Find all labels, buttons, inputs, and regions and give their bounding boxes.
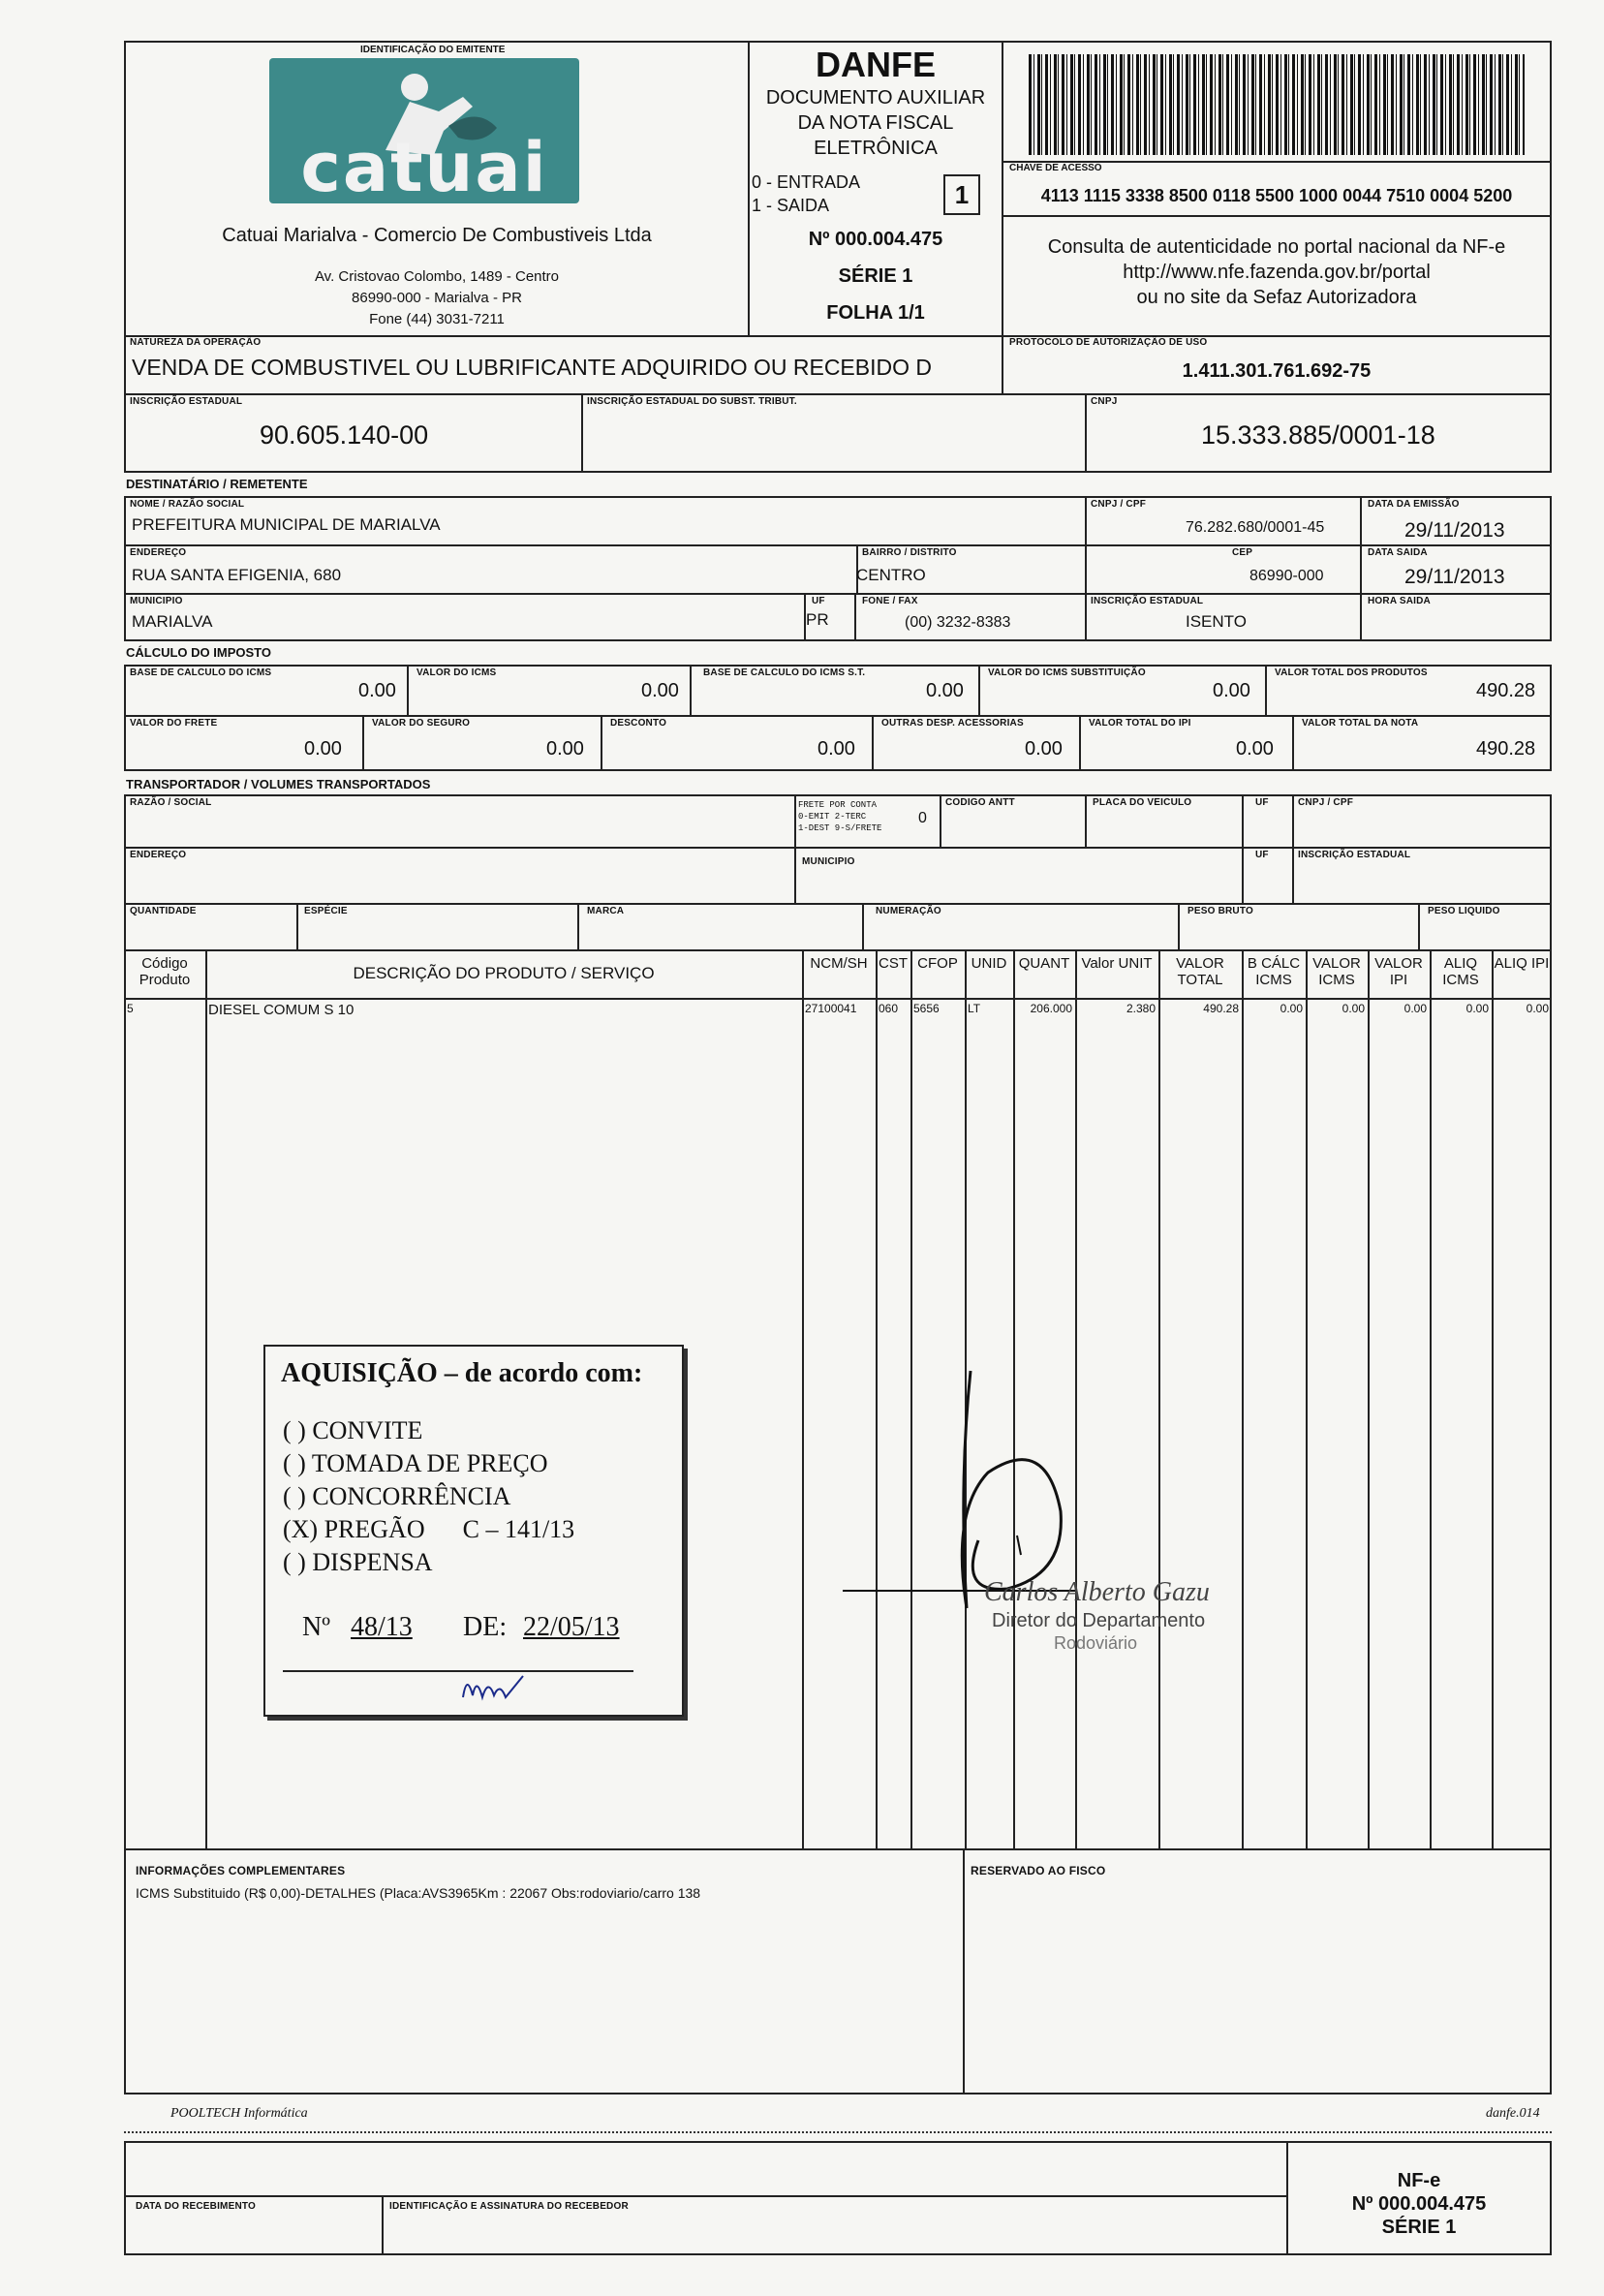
fisco-label: RESERVADO AO FISCO [971,1864,1106,1877]
stamp-item-tomada: ( ) TOMADA DE PREÇO [283,1449,548,1477]
dest-emissao-label: DATA DA EMISSÃO [1368,499,1460,510]
v-st-label: VALOR DO ICMS SUBSTITUIÇÃO [988,667,1146,678]
stamp-item-pregao: (X) PREGÃO C – 141/13 [283,1515,575,1543]
prod-cell-ncm: 27100041 [805,1002,857,1015]
stamp-item-convite: ( ) CONVITE [283,1416,423,1444]
nf-serie: SÉRIE 1 [838,265,913,287]
tr-bruto-label: PESO BRUTO [1188,906,1253,916]
danfe-version: danfe.014 [1486,2106,1540,2121]
prod-header-unid: UNID [971,955,1007,972]
tr-v10 [1418,903,1420,951]
prod-header-quant: QUANT [1018,955,1070,972]
prod-header-valor-total: VALOR TOTAL [1176,955,1224,988]
company-address2: 86990-000 - Marialva - PR [352,290,522,306]
dest-h1 [124,544,1552,546]
prod-cell-aliq-ipi: 0.00 [1526,1002,1549,1015]
prod-col-divider [802,949,804,1850]
prod-cell-aliq-icms: 0.00 [1465,1002,1489,1015]
prod-cell-quant: 206.000 [1030,1002,1072,1015]
frete-label: VALOR DO FRETE [130,718,218,729]
dest-bairro-value: CENTRO [856,566,926,584]
v-icms-label: VALOR DO ICMS [416,667,497,678]
chave-value: 4113 1115 3338 8500 0118 5500 1000 0044 7510 0004 5200 [1040,186,1513,205]
bc-icms-label: BASE DE CALCULO DO ICMS [130,667,272,678]
tr-frete-l3: 1-DEST 9-S/FRETE [798,823,882,833]
v-prod-label: VALOR TOTAL DOS PRODUTOS [1275,667,1428,678]
imp-v2 [690,665,692,715]
tipo-box: 1 [943,174,980,215]
frete-value: 0.00 [304,738,342,760]
bc-st-label: BASE DE CALCULO DO ICMS S.T. [703,667,866,678]
consulta-line1: Consulta de autenticidade no portal nacional da NF-e [1047,236,1506,258]
prod-header-ncm: NCM/SH [810,955,868,972]
stamp-title: AQUISIÇÃO – de acordo com: [281,1358,643,1388]
prod-col-divider [1242,949,1244,1850]
prod-header-aliq-icms: ALIQ ICMS [1442,955,1479,988]
stamp-initials [455,1668,562,1707]
ipi-value: 0.00 [1236,738,1274,760]
cnpj-value: 15.333.885/0001-18 [1201,420,1435,450]
cnpj-label: CNPJ [1091,396,1118,407]
dest-endereco-label: ENDEREÇO [130,547,187,558]
tr-liquido-label: PESO LIQUIDO [1428,906,1500,916]
dest-nome-value: PREFEITURA MUNICIPAL DE MARIALVA [132,515,441,534]
chave-label: CHAVE DE ACESSO [1009,163,1102,173]
canhoto-v2 [382,2195,384,2255]
tr-v3 [1085,794,1087,847]
prod-cell-cst: 060 [879,1002,899,1015]
tr-antt-label: CODIGO ANTT [945,797,1015,808]
bc-icms-value: 0.00 [358,680,396,701]
v-st-value: 0.00 [1213,680,1250,701]
protocolo-value: 1.411.301.761.692-75 [1182,360,1372,382]
entrada-label: 0 - ENTRADA [752,172,861,192]
tr-cnpj-label: CNPJ / CPF [1298,797,1354,808]
consulta-line2: http://www.nfe.fazenda.gov.br/portal [1123,262,1431,283]
dest-hora-label: HORA SAIDA [1368,596,1431,606]
prod-header-cst: CST [879,955,908,972]
nota-value: 490.28 [1476,738,1536,760]
imp-v9 [1292,715,1294,771]
prod-col-divider [1306,949,1308,1850]
tr-v1 [794,794,796,903]
tr-ie-label: INSCRIÇÃO ESTADUAL [1298,850,1411,860]
company-logo [269,58,579,207]
prod-header-valor-icms: VALOR ICMS [1312,955,1361,988]
tr-uf2-label: UF [1255,850,1269,860]
dest-uf-value: PR [806,610,829,629]
consulta-line3: ou no site da Sefaz Autorizadora [1136,287,1417,308]
prod-col-divider [205,949,207,1850]
stamp-numero-prefix: Nº [302,1612,330,1642]
prod-col-divider [1430,949,1432,1850]
pooltech-label: POOLTECH Informática [170,2106,308,2121]
imp-v3 [978,665,980,715]
tr-v2 [940,794,941,847]
company-phone: Fone (44) 3031-7211 [369,311,505,327]
natureza-value: VENDA DE COMBUSTIVEL OU LUBRIFICANTE ADQUIRIDO OU RECEBIDO D [132,355,933,380]
canhoto-number: Nº 000.004.475 [1351,2193,1487,2215]
logo-text: catuai [300,128,548,207]
imposto-section: CÁLCULO DO IMPOSTO [126,645,271,660]
danfe-sub3: ELETRÔNICA [814,138,938,159]
tr-h1 [124,847,1552,849]
imp-v1 [407,665,409,715]
seguro-value: 0.00 [546,738,584,760]
dest-ie-value: ISENTO [1186,612,1247,631]
dest-uf-label: UF [812,596,825,606]
seguro-label: VALOR DO SEGURO [372,718,471,729]
desconto-value: 0.00 [817,738,855,760]
prod-cell-bc-icms: 0.00 [1280,1002,1303,1015]
canhoto-nfe: NF-e [1397,2170,1441,2191]
tr-v7 [577,903,579,951]
tr-frete-value: 0 [918,810,927,826]
dest-cnpj-label: CNPJ / CPF [1091,499,1147,510]
ie-label: INSCRIÇÃO ESTADUAL [130,396,243,407]
dest-emissao-value: 29/11/2013 [1404,519,1505,542]
tr-razao-label: RAZÃO / SOCIAL [130,797,212,808]
stamp-numero: 48/13 [351,1612,413,1642]
tr-endereco-label: ENDEREÇO [130,850,187,860]
protocolo-label: PROTOCOLO DE AUTORIZAÇÃO DE USO [1009,337,1208,348]
tr-v8 [862,903,864,951]
bc-st-value: 0.00 [926,680,964,701]
tr-v5 [1292,794,1294,903]
imp-v4 [1265,665,1267,715]
ie-value: 90.605.140-00 [260,420,429,450]
dest-fone-value: (00) 3232-8383 [905,614,1011,631]
outras-value: 0.00 [1025,738,1063,760]
tr-frete-l2: 0-EMIT 2-TERC [798,812,867,822]
saida-label: 1 - SAIDA [752,196,830,215]
nf-folha: FOLHA 1/1 [826,302,925,324]
chave-divider2 [1002,215,1552,217]
tr-v4 [1242,794,1244,903]
imp-v6 [601,715,602,771]
company-address1: Av. Cristovao Colombo, 1489 - Centro [314,268,560,285]
dest-v-data [1360,496,1362,641]
danfe-sub1: DOCUMENTO AUXILIAR [765,87,986,109]
tr-v6 [296,903,298,951]
ipi-label: VALOR TOTAL DO IPI [1089,718,1191,729]
desconto-label: DESCONTO [610,718,667,729]
prod-header-cfop: CFOP [917,955,958,972]
tr-placa-label: PLACA DO VEICULO [1093,797,1192,808]
company-name: Catuai Marialva - Comercio De Combustiveis Ltda [222,225,652,246]
signature-stamp-name: Carlos Alberto Gazu [984,1577,1210,1607]
imp-v5 [362,715,364,771]
ie-divider1 [581,393,583,473]
prod-cell-cfop: 5656 [913,1002,940,1015]
signature-stamp-dept: Rodoviário [1054,1633,1138,1653]
dest-h2 [124,593,1552,595]
stamp-data: 22/05/13 [523,1612,620,1642]
dest-cep-value: 86990-000 [1249,568,1324,584]
v-prod-value: 490.28 [1476,680,1536,701]
emitente-label: IDENTIFICAÇÃO DO EMITENTE [360,45,506,55]
prod-header-codigo: Código Produto [139,955,191,988]
prod-header-line [124,998,1552,1000]
prod-cell-descricao: DIESEL COMUM S 10 [208,1002,355,1018]
prod-cell-valor-total: 490.28 [1203,1002,1239,1015]
barcode [1029,54,1525,155]
prod-header-aliq-ipi: ALIQ IPI [1494,955,1550,972]
prod-cell-valor-ipi: 0.00 [1404,1002,1427,1015]
destinatario-section: DESTINATÁRIO / REMETENTE [126,477,308,491]
dest-municipio-label: MUNICIPIO [130,596,183,606]
dest-cnpj-value: 76.282.680/0001-45 [1186,519,1325,536]
transportador-section: TRANSPORTADOR / VOLUMES TRANSPORTADOS [126,777,431,791]
dest-municipio-value: MARIALVA [132,612,213,631]
ie-st-label: INSCRIÇÃO ESTADUAL DO SUBST. TRIBUT. [587,396,797,407]
info-value: ICMS Substituido (R$ 0,00)-DETALHES (Placa:AVS3965Km : 22067 Obs:rodoviario/carro 138 [136,1885,701,1901]
info-label: INFORMAÇÕES COMPLEMENTARES [136,1864,346,1877]
dest-ie-label: INSCRIÇÃO ESTADUAL [1091,596,1204,606]
outras-label: OUTRAS DESP. ACESSORIAS [881,718,1024,729]
tr-uf-label: UF [1255,797,1269,808]
prod-col-divider [1368,949,1370,1850]
recebimento-label: DATA DO RECEBIMENTO [136,2201,256,2212]
cut-line [124,2131,1552,2133]
danfe-title: DANFE [816,45,936,84]
dest-nome-label: NOME / RAZÃO SOCIAL [130,499,245,510]
tr-especie-label: ESPÉCIE [304,906,348,916]
nf-number: Nº 000.004.475 [808,229,943,250]
imp-v7 [872,715,874,771]
natureza-label: NATUREZA DA OPERAÇÃO [130,337,262,348]
prod-cell-codigo: 5 [127,1002,134,1015]
prod-cell-valor-unit: 2.380 [1126,1002,1156,1015]
prod-header-valor-unit: Valor UNIT [1081,955,1153,972]
identificacao-label: IDENTIFICAÇÃO E ASSINATURA DO RECEBEDOR [389,2201,629,2212]
tr-quantidade-label: QUANTIDADE [130,906,197,916]
prod-header-bc-icms: B CÁLC ICMS [1247,955,1301,988]
tr-frete-l1: FRETE POR CONTA [798,800,878,810]
prod-col-divider [1492,949,1494,1850]
canhoto-serie: SÉRIE 1 [1381,2217,1457,2238]
imp-v8 [1079,715,1081,771]
v-icms-value: 0.00 [641,680,679,701]
canhoto-h [124,2195,1286,2197]
tr-h2 [124,903,1552,905]
tr-municipio-label: MUNICIPIO [802,856,855,867]
dest-saida-label: DATA SAIDA [1368,547,1428,558]
tr-numeracao-label: NUMERAÇÃO [876,906,941,916]
signature-stamp-role: Diretor do Departamento [992,1610,1206,1631]
dest-endereco-value: RUA SANTA EFIGENIA, 680 [132,566,342,584]
dest-v-cnpj [1085,496,1087,641]
stamp-item-concorrencia: ( ) CONCORRÊNCIA [283,1482,511,1510]
prod-cell-unid: LT [968,1002,981,1015]
stamp-de-prefix: DE: [463,1612,508,1642]
ie-divider2 [1085,393,1087,473]
dest-bairro-label: BAIRRO / DISTRITO [862,547,957,558]
dest-fone-label: FONE / FAX [862,596,918,606]
stamp-item-dispensa: ( ) DISPENSA [283,1548,433,1576]
tr-v9 [1178,903,1180,951]
dest-v-fone [854,593,856,641]
imposto-h1 [124,715,1552,717]
prod-cell-valor-icms: 0.00 [1342,1002,1365,1015]
nota-label: VALOR TOTAL DA NOTA [1302,718,1419,729]
danfe-sub2: DA NOTA FISCAL [797,112,954,134]
dest-cep-label: CEP [1232,547,1253,558]
dest-saida-value: 29/11/2013 [1404,566,1505,588]
fisco-box [963,1848,1552,2094]
tr-marca-label: MARCA [587,906,625,916]
prod-header-valor-ipi: VALOR IPI [1374,955,1423,988]
prod-header-descricao: DESCRIÇÃO DO PRODUTO / SERVIÇO [353,964,655,982]
